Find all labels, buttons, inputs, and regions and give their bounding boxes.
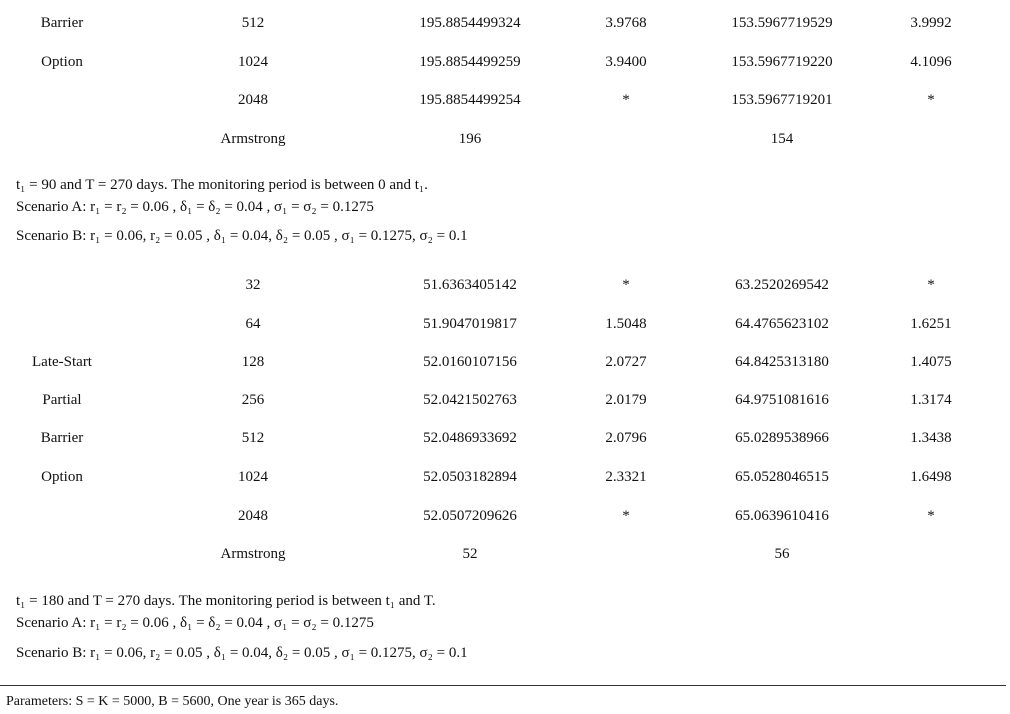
table-row (0, 54, 1010, 74)
cell-value-b: 64.4765623102 (735, 316, 829, 332)
cell-rate-a: * (622, 92, 630, 108)
row-label: Late-Start (32, 354, 92, 370)
cell-rate-a: 2.0179 (605, 392, 647, 408)
cell-value-a: 52.0486933692 (423, 430, 517, 446)
table-row (0, 469, 1010, 489)
note-scenario-b: Scenario B: r₁ = 0.06, r₂ = 0.05 , δ₁ = 0.04, δ₂ = 0.05 , σ₁ = 0.1275, σ₂ = 0.1 (16, 645, 468, 661)
armstrong-row (0, 546, 1010, 566)
cell-rate-b: * (927, 92, 935, 108)
cell-n: 1024 (238, 469, 268, 485)
cell-n: 512 (241, 15, 265, 31)
cell-value-a: 52.0503182894 (423, 469, 517, 485)
cell-rate-b: 1.6498 (910, 469, 952, 485)
table-row (0, 430, 1010, 450)
cell-rate-b: 1.4075 (910, 354, 952, 370)
cell-rate-a: 2.0796 (605, 430, 647, 446)
cell-rate-b: * (927, 277, 935, 293)
note-scenario-a: Scenario A: r₁ = r₂ = 0.06 , δ₁ = δ₂ = 0.04 , σ₁ = σ₂ = 0.1275 (16, 615, 374, 631)
cell-rate-a: 3.9768 (605, 15, 647, 31)
row-label: Barrier (40, 15, 84, 31)
cell-value-a: 52.0160107156 (423, 354, 517, 370)
table-bottom-rule (0, 685, 1006, 686)
row-label: Barrier (40, 430, 84, 446)
armstrong-label: Armstrong (220, 131, 286, 147)
cell-rate-a: * (622, 277, 630, 293)
cell-rate-a: 2.0727 (605, 354, 647, 370)
table-row (0, 316, 1010, 336)
cell-n: 1024 (238, 54, 268, 70)
cell-n: 512 (241, 430, 265, 446)
cell-value-b: 65.0528046515 (735, 469, 829, 485)
cell-rate-b: * (927, 508, 935, 524)
row-label: Option (41, 469, 83, 485)
cell-rate-a: * (622, 508, 630, 524)
table-row (0, 15, 1010, 35)
parameters-note: Parameters: S = K = 5000, B = 5600, One year is 365 days. (6, 694, 339, 709)
cell-rate-b: 1.3174 (910, 392, 952, 408)
cell-n: 128 (241, 354, 265, 370)
cell-value-a: 52.0421502763 (423, 392, 517, 408)
cell-value-b: 63.2520269542 (735, 277, 829, 293)
cell-value-b: 65.0289538966 (735, 430, 829, 446)
table-row (0, 92, 1010, 112)
cell-value-a: 51.9047019817 (423, 316, 517, 332)
cell-value-b: 64.8425313180 (735, 354, 829, 370)
note-period: t₁ = 90 and T = 270 days. The monitoring period is between 0 and t₁. (16, 177, 428, 193)
table-row (0, 354, 1010, 374)
armstrong-row (0, 131, 1010, 151)
armstrong-value-a: 52 (462, 546, 478, 562)
table-row (0, 392, 1010, 412)
armstrong-label: Armstrong (220, 546, 286, 562)
note-scenario-b: Scenario B: r₁ = 0.06, r₂ = 0.05 , δ₁ = 0.04, δ₂ = 0.05 , σ₁ = 0.1275, σ₂ = 0.1 (16, 228, 468, 244)
cell-n: 2048 (238, 508, 268, 524)
row-label: Option (41, 54, 83, 70)
note-scenario-a: Scenario A: r₁ = r₂ = 0.06 , δ₁ = δ₂ = 0.04 , σ₁ = σ₂ = 0.1275 (16, 199, 374, 215)
cell-rate-a: 2.3321 (605, 469, 647, 485)
cell-value-b: 153.5967719201 (731, 92, 833, 108)
cell-value-a: 51.6363405142 (423, 277, 517, 293)
cell-value-a: 52.0507209626 (423, 508, 517, 524)
cell-n: 32 (245, 277, 261, 293)
cell-n: 64 (245, 316, 261, 332)
cell-value-b: 153.5967719220 (731, 54, 833, 70)
cell-value-b: 64.9751081616 (735, 392, 829, 408)
cell-rate-b: 4.1096 (910, 54, 952, 70)
armstrong-value-b: 154 (770, 131, 794, 147)
note-period: t₁ = 180 and T = 270 days. The monitoring period is between t₁ and T. (16, 593, 436, 609)
armstrong-value-b: 56 (774, 546, 790, 562)
cell-value-a: 195.8854499259 (419, 54, 521, 70)
cell-value-a: 195.8854499254 (419, 92, 521, 108)
cell-n: 2048 (238, 92, 268, 108)
cell-value-b: 65.0639610416 (735, 508, 829, 524)
cell-rate-b: 3.9992 (910, 15, 952, 31)
cell-n: 256 (241, 392, 265, 408)
cell-rate-a: 3.9400 (605, 54, 647, 70)
table-row (0, 508, 1010, 528)
cell-value-a: 195.8854499324 (419, 15, 521, 31)
cell-rate-b: 1.6251 (910, 316, 952, 332)
cell-rate-a: 1.5048 (605, 316, 647, 332)
row-label: Partial (42, 392, 82, 408)
table-row (0, 277, 1010, 297)
armstrong-value-a: 196 (458, 131, 482, 147)
cell-value-b: 153.5967719529 (731, 15, 833, 31)
cell-rate-b: 1.3438 (910, 430, 952, 446)
